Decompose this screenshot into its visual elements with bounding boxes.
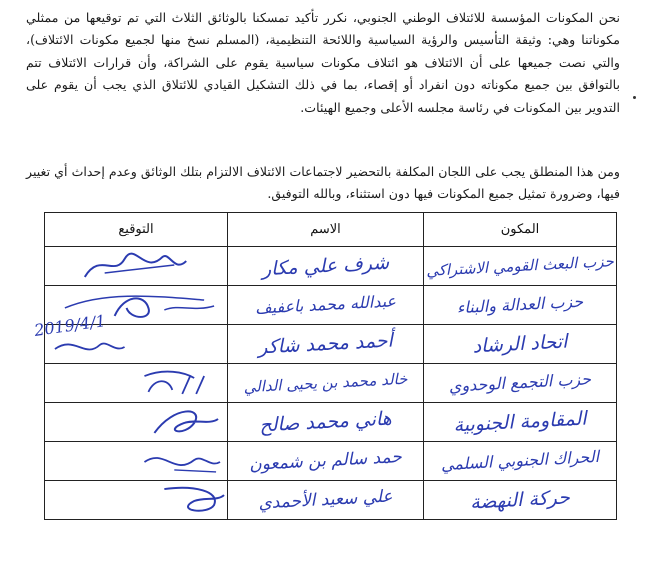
- header-signature: التوقيع: [45, 213, 228, 247]
- component-cell: [424, 247, 617, 286]
- handwritten-component: المقاومة الجنوبية: [452, 407, 588, 437]
- handwritten-component: حركة النهضة: [469, 486, 571, 514]
- table-header-row: [45, 213, 617, 247]
- closing-paragraph: ومن هذا المنطلق يجب على اللجان المكلفة بالتحضير لاجتماعات الائتلاف الالتزام بتلك الوثائق وعدم إحداث أي تغيير فيها، وضرورة تمثيل جميع المكونات فيها دون استثناء، وبالله التوفيق.: [26, 163, 620, 202]
- name-cell: [228, 403, 424, 442]
- handwritten-name: علي سعيد الأحمدي: [257, 486, 394, 514]
- signature-cell: [45, 403, 228, 442]
- name-cell: [228, 364, 424, 403]
- table-row: [45, 442, 617, 481]
- table-row: [45, 403, 617, 442]
- component-cell: [424, 403, 617, 442]
- signature-mark: [45, 481, 227, 519]
- component-cell: [424, 325, 617, 364]
- signature-cell: [45, 364, 228, 403]
- name-cell: [228, 325, 424, 364]
- signature-mark: [45, 247, 227, 285]
- header-name: الاسم: [228, 213, 424, 247]
- signatures-table: [44, 212, 617, 520]
- handwritten-name: عبدالله محمد باعفيف: [254, 291, 397, 318]
- handwritten-name: حمد سالم بن شمعون: [248, 447, 403, 475]
- table-row: [45, 325, 617, 364]
- handwritten-date-note: 2019/4/1: [33, 311, 107, 340]
- handwritten-component: اتحاد الرشاد: [472, 330, 568, 358]
- signature-cell: [45, 481, 228, 520]
- header-component: المكون: [424, 213, 617, 247]
- name-cell: [228, 286, 424, 325]
- component-cell: [424, 286, 617, 325]
- signature-mark: [45, 442, 227, 480]
- statement-paragraph: نحن المكونات المؤسسة للائتلاف الوطني الجنوبي، نكرر تأكيد تمسكنا بالوثائق الثلاث التي تم توقيعها من ممثلي مكوناتنا وهي: وثيقة التأسيس والرؤية السياسية واللائحة التنظيمية، (المسلم نسخ منها لجميع مكونات الائتلاف)، والتي نصت جميعها على أن الائتلاف هو ائتلاف مكونات سياسية يقوم على الشراكة، وأن قرارات الائتلاف تتم بالتوافق بين جميع مكوناته دون انفراد أو إقصاء، بما في ذلك التشكيل القيادي للائتلاق الذي يجب أن يقوم على التدوير بين المكونات في رئاسة مجلسه الأعلى وجميع الهيئات.: [26, 9, 620, 115]
- table-row: [45, 364, 617, 403]
- component-cell: [424, 442, 617, 481]
- handwritten-component: حزب التجمع الوحدوي: [448, 369, 592, 396]
- handwritten-name: شرف علي مكار: [261, 251, 390, 281]
- table-row: [45, 481, 617, 520]
- component-cell: [424, 481, 617, 520]
- handwritten-component: الحراك الجنوبي السلمي: [440, 446, 600, 475]
- margin-mark: [633, 96, 636, 99]
- signature-cell: [45, 247, 228, 286]
- table-row: [45, 247, 617, 286]
- handwritten-name: هاني محمد صالح: [258, 407, 393, 437]
- handwritten-name: خالد محمد بن يحيى الدالي: [243, 369, 408, 397]
- table-row: [45, 286, 617, 325]
- handwritten-name: أحمد محمد شاكر: [257, 329, 394, 359]
- component-cell: [424, 364, 617, 403]
- signature-mark: [45, 403, 227, 441]
- handwritten-component: حزب العدالة والبناء: [456, 291, 584, 318]
- name-cell: [228, 247, 424, 286]
- name-cell: [228, 481, 424, 520]
- name-cell: [228, 442, 424, 481]
- handwritten-component: حزب البعث القومي الاشتراكي: [425, 252, 615, 280]
- signature-mark: [45, 364, 227, 402]
- signature-cell: [45, 442, 228, 481]
